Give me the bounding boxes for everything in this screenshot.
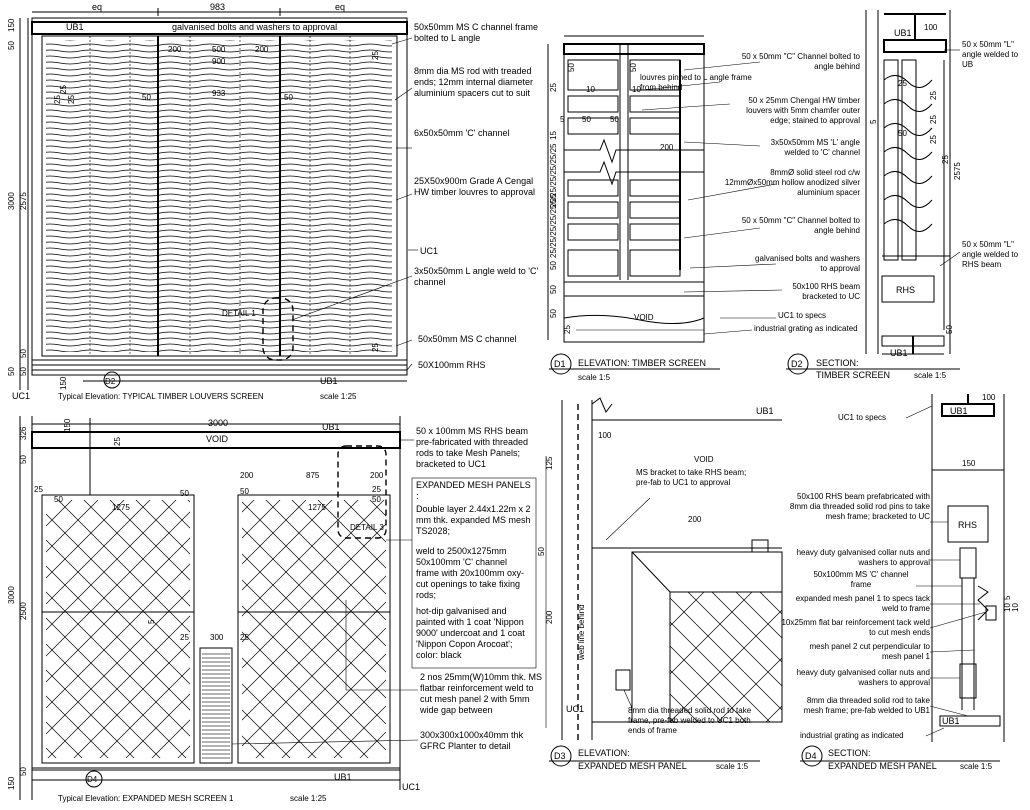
- d1-marker: D1: [554, 359, 566, 369]
- elev2-note-weld-frame: weld to 2500x1275mm 50x100mm 'C' channel frame with 20x100mm oxy-cut openings to take fixing rods;: [416, 546, 525, 600]
- elev2-marker: D4: [87, 775, 98, 784]
- elev1-dim-top-3: eq: [335, 2, 346, 12]
- elev2-inner-25d: 25: [240, 633, 249, 642]
- d1-scale: scale 1:5: [578, 373, 611, 382]
- elev1-dim-left-7: 50: [19, 367, 28, 376]
- d4-note-collar-nuts-top: heavy duty galvanised collar nuts and washers to approval: [796, 548, 930, 567]
- elev1-note-uc1: UC1: [420, 246, 439, 256]
- elev2-inner-875: 875: [306, 471, 320, 480]
- elev1-inner-933: 933: [212, 89, 226, 98]
- d4-ub-bottom: UB1: [942, 716, 960, 726]
- elev2-note-rhs-beam: 50 x 100mm MS RHS beam pre-fabricated with threaded rods to take Mesh Panels; bracketed to UC1: [416, 426, 529, 469]
- d4-note-uc1: UC1 to specs: [838, 413, 887, 422]
- elev1-dim-left-2: 150: [7, 18, 16, 32]
- elev2-title: Typical Elevation: EXPANDED MESH SCREEN 1: [58, 794, 234, 803]
- d2-timber-screen-section: [866, 10, 950, 354]
- d2-scale: scale 1:5: [914, 371, 947, 380]
- elev1-note-rhs: 50X100mm RHS: [418, 360, 486, 370]
- elev2-inner-25a: 25: [113, 437, 122, 446]
- elev1-inner-200a: 200: [168, 45, 182, 54]
- elev1-note-rod: 8mm dia MS rod with treaded ends; 12mm internal diameter aluminium spacers cut to suit: [414, 66, 534, 98]
- d4-note-rhs-beam: 50x100 RHS beam prefabricated with 8mm dia threaded solid rod pins to take mesh frame; bracketed to UC: [789, 492, 930, 521]
- d1-note-steel-rod: 8mmØ solid steel rod c/w 12mmØx50mm hollow anodized silver aluminium spacer: [724, 168, 860, 197]
- elev1-inner-200b: 200: [255, 45, 269, 54]
- elev2-dim-left-50: 50: [19, 455, 28, 464]
- elev1-note-bolts: galvanised bolts and washers to approval: [172, 22, 338, 32]
- d1-note-c-channel-top: 50 x 50mm "C" Channel bolted to angle behind: [741, 52, 860, 71]
- elev2-dim-left-3000: 3000: [7, 586, 16, 604]
- elev1-note-l-angle: 3x50x50mm L angle weld to 'C' channel: [414, 266, 539, 287]
- d3-note-bracket: MS bracket to take RHS beam; pre-fab to UC1 to approval: [636, 468, 747, 487]
- elev2-ub-top: UB1: [322, 422, 340, 432]
- d1-dim-50g: 50: [549, 309, 558, 318]
- d1-dim-50b: 50: [629, 63, 638, 72]
- elev2-inner-50a: 50: [54, 495, 63, 504]
- d2-note-angle-rhs: 50 x 50mm "L" angle welded to RHS beam: [962, 240, 1019, 269]
- d1-dim-10a: 10: [586, 85, 595, 94]
- elev2-inner-25b: 25: [372, 485, 381, 494]
- elev1-title: Typical Elevation: TYPICAL TIMBER LOUVERS SCREEN: [58, 392, 264, 401]
- d4-dim-150: 150: [962, 459, 976, 468]
- elev1-inner-50b: 50: [284, 93, 293, 102]
- elev1-ub-bottom: UB1: [320, 376, 338, 386]
- d3-title2: EXPANDED MESH PANEL: [578, 761, 687, 771]
- elev2-inner-5: 5: [147, 619, 156, 624]
- d1-note-grating: industrial grating as indicated: [754, 324, 858, 333]
- elev2-note-mesh-heading: EXPANDED MESH PANELS :: [416, 480, 531, 501]
- d1-dim-200: 200: [660, 143, 674, 152]
- d1-dim-25b: 25: [563, 325, 572, 334]
- d2-dim-25d: 25: [929, 135, 938, 144]
- d3-scale: scale 1:5: [716, 762, 749, 771]
- elev2-note-flatbar: 2 nos 25mm(W)10mm thk. MS flatbar reinforcement weld to cut mesh panel 2 with 5mm wide gap between: [420, 672, 543, 715]
- elev1-note-louvres: 25X50x900m Grade A Cengal HW timber louvres to approval: [414, 176, 536, 197]
- elev2-inner-50d: 50: [372, 495, 381, 504]
- elev2-inner-25c: 25: [180, 633, 189, 642]
- d4-note-threaded-rod: 8mm dia threaded solid rod to take mesh frame; pre-fab welded to UB1: [803, 696, 930, 715]
- elev1-uc-left: UC1: [12, 391, 31, 401]
- d4-ub-top: UB1: [950, 406, 968, 416]
- d4-expanded-mesh-section: [932, 394, 1004, 742]
- elev1-detail-label: DETAIL 1: [222, 309, 256, 318]
- elev1-inner-25e: 25: [53, 95, 62, 104]
- d4-scale: scale 1:5: [960, 762, 993, 771]
- d2-dim-50b: 50: [945, 325, 954, 334]
- d1-note-l-angle: 3x50x50mm MS 'L' angle welded to 'C' channel: [770, 138, 860, 157]
- elev2-inner-50b: 50: [180, 489, 189, 498]
- elev2-dim-left-50b: 50: [19, 767, 28, 776]
- d3-dim-200a: 200: [688, 515, 702, 524]
- d2-note-angle-ub: 50 x 50mm "L" angle welded to UB: [962, 40, 1019, 69]
- d2-dim-2575: 2575: [953, 162, 962, 180]
- d3-dim-50: 50: [537, 547, 546, 556]
- elev2-ub-bottom: UB1: [334, 772, 352, 782]
- d1-dim-50e: 50: [549, 261, 558, 270]
- d4-dim-10b: 10: [1011, 603, 1020, 612]
- elev1-ub-top: UB1: [66, 22, 84, 32]
- d1-void: VOID: [634, 313, 654, 322]
- elev2-void: VOID: [206, 434, 229, 444]
- d4-note-mesh-panel-2: mesh panel 2 cut perpendicular to mesh panel 1: [809, 642, 930, 661]
- elev1-dim-top-1: eq: [92, 2, 103, 12]
- d1-dim-50a: 50: [567, 63, 576, 72]
- d3-uc: UC1: [566, 704, 585, 714]
- d1-dim-50f: 50: [549, 285, 558, 294]
- elev1-dim-left-1: 50: [7, 41, 16, 50]
- elev1-inner-25d: 25: [371, 343, 380, 352]
- d2-dim-25e: 25: [941, 155, 950, 164]
- d4-title1: SECTION:: [828, 748, 871, 758]
- d2-ub-bottom: UB1: [890, 348, 908, 358]
- elev2-note-mesh-layer: Double layer 2.44x1.22m x 2 mm thk. expanded MS mesh TS2028;: [416, 504, 531, 536]
- d1-dim-50c: 50: [582, 115, 591, 124]
- elev1-dim-150: 150: [59, 376, 68, 390]
- d4-dim-100: 100: [982, 393, 996, 402]
- elev2-inner-300: 300: [210, 633, 224, 642]
- d1-dim-10b: 10: [632, 85, 641, 94]
- elev2-detail-label: DETAIL 3: [350, 523, 384, 532]
- d1-dim-15: 15: [549, 131, 558, 140]
- elev2-dim-left-326: 326: [19, 426, 28, 440]
- d1-dim-stack-b: 25/25/25/25/25/25: [549, 193, 558, 258]
- d3-dim-125: 125: [545, 456, 554, 470]
- elev1-inner-25c: 25: [371, 51, 380, 60]
- d1-note-bolts: galvanised bolts and washers to approval: [755, 254, 860, 273]
- d2-dim-25a: 25: [898, 79, 907, 88]
- d1-note-rhs-beam: 50x100 RHS beam bracketed to UC: [792, 282, 860, 301]
- d3-void: VOID: [694, 455, 714, 464]
- elev1-note-c-channel-frame: 50x50mm MS C channel frame bolted to L angle: [414, 22, 539, 43]
- elev2-note-planter: 300x300x1000x40mm thk GFRC Planter to detail: [420, 730, 524, 751]
- d1-note-c-channel-bottom: 50 x 50mm "C" Channel bolted to angle behind: [741, 216, 860, 235]
- d1-note-uc1: UC1 to specs: [778, 311, 827, 320]
- elev2-note-galvanised: hot-dip galvanised and painted with 1 coat 'Nippon 9000' undercoat and 1 coat 'Nippon Copon Arocoat'; color: black: [416, 606, 525, 660]
- d4-note-flat-bar: 10x25mm flat bar reinforcement tack weld to cut mesh ends: [781, 618, 930, 637]
- d4-note-mesh-panel-1: expanded mesh panel 1 to specs tack weld to frame: [795, 594, 930, 613]
- elev1-marker: D2: [105, 377, 116, 386]
- elev2-inner-1275b: 1275: [308, 503, 326, 512]
- elev1-inner-500: 500: [212, 45, 226, 54]
- d4-note-collar-nuts-bottom: heavy duty galvanised collar nuts and washers to approval: [796, 668, 930, 687]
- elev1-scale: scale 1:25: [320, 392, 357, 401]
- d1-dim-stack-a: 25/25/25/25/25/25: [549, 143, 558, 208]
- d1-dim-50d: 50: [610, 115, 619, 124]
- elev1-note-c-channel: 6x50x50mm 'C' channel: [414, 128, 510, 138]
- elev1-dim-left-4: 2575: [19, 192, 28, 210]
- elev2-inner-25e: 25: [34, 485, 43, 494]
- elev1-dim-top-2: 983: [210, 2, 226, 12]
- d2-rhs-label: RHS: [896, 285, 916, 295]
- d2-marker: D2: [791, 359, 803, 369]
- elev2-uc-bottom: UC1: [402, 782, 421, 792]
- expanded-mesh-elevation: [20, 416, 400, 800]
- elev2-inner-200a: 200: [240, 471, 254, 480]
- d3-dim-200b: 200: [545, 610, 554, 624]
- d4-dim-10a: 10: [1003, 603, 1012, 612]
- d2-dim-50a: 50: [898, 129, 907, 138]
- d1-title: ELEVATION: TIMBER SCREEN: [578, 358, 707, 368]
- elev2-inner-150: 150: [63, 418, 72, 432]
- d3-title1: ELEVATION:: [578, 748, 630, 758]
- elev1-inner-900: 900: [212, 57, 226, 66]
- elev2-inner-200b: 200: [370, 471, 384, 480]
- elev1-dim-left-5: 50: [19, 349, 28, 358]
- d2-dim-25b: 25: [929, 91, 938, 100]
- d2-dim-5: 5: [869, 119, 878, 124]
- d1-note-louvres-pinned: louvres pinned to L angle frame from behind: [640, 73, 752, 92]
- d3-dim-100: 100: [598, 431, 612, 440]
- d4-marker: D4: [805, 751, 817, 761]
- elev2-inner-1275a: 1275: [112, 503, 130, 512]
- elev1-inner-50a: 50: [142, 93, 151, 102]
- elev2-dim-left-150: 150: [7, 776, 16, 790]
- d4-rhs: RHS: [958, 520, 978, 530]
- elev1-note-c-channel-bottom: 50x50mm MS C channel: [418, 334, 517, 344]
- d4-title2: EXPANDED MESH PANEL: [828, 761, 937, 771]
- elev1-dim-left-6: 50: [7, 367, 16, 376]
- d1-dim-5: 5: [560, 115, 565, 124]
- elev1-inner-25a: 25: [59, 85, 68, 94]
- d2-title2: TIMBER SCREEN: [816, 370, 891, 380]
- d4-note-grating: industrial grating as indicated: [800, 731, 904, 740]
- d2-dim-25c: 25: [929, 115, 938, 124]
- d1-dim-25a: 25: [549, 83, 558, 92]
- d3-note-rod: 8mm dia threaded solid rod to take frame, pre-fab welded to UC1 both ends of frame: [628, 706, 752, 735]
- d2-dim-100: 100: [924, 23, 938, 32]
- elev2-inner-50c: 50: [240, 487, 249, 496]
- d3-expanded-mesh-detail: [546, 398, 782, 740]
- d4-note-c-channel: 50x100mm MS 'C' channel frame: [813, 570, 909, 589]
- d3-marker: D3: [554, 751, 566, 761]
- elev1-inner-25b: 25: [67, 95, 76, 104]
- d3-ub: UB1: [756, 406, 774, 416]
- elev2-scale: scale 1:25: [290, 794, 327, 803]
- d1-note-chengal-louvers: 50 x 25mm Chengal HW timber louvers with 5mm chamfer outer edge; stained to approval: [746, 96, 860, 125]
- d2-ub-top: UB1: [894, 28, 912, 38]
- d3-web-line: web line behind: [577, 604, 586, 660]
- elev2-dim-left-2500: 2500: [19, 602, 28, 620]
- d2-title1: SECTION:: [816, 358, 859, 368]
- elev2-top-dim: 3000: [208, 418, 229, 428]
- d4-dim-5: 5: [1003, 595, 1012, 600]
- elev1-dim-left-3: 3000: [7, 192, 16, 210]
